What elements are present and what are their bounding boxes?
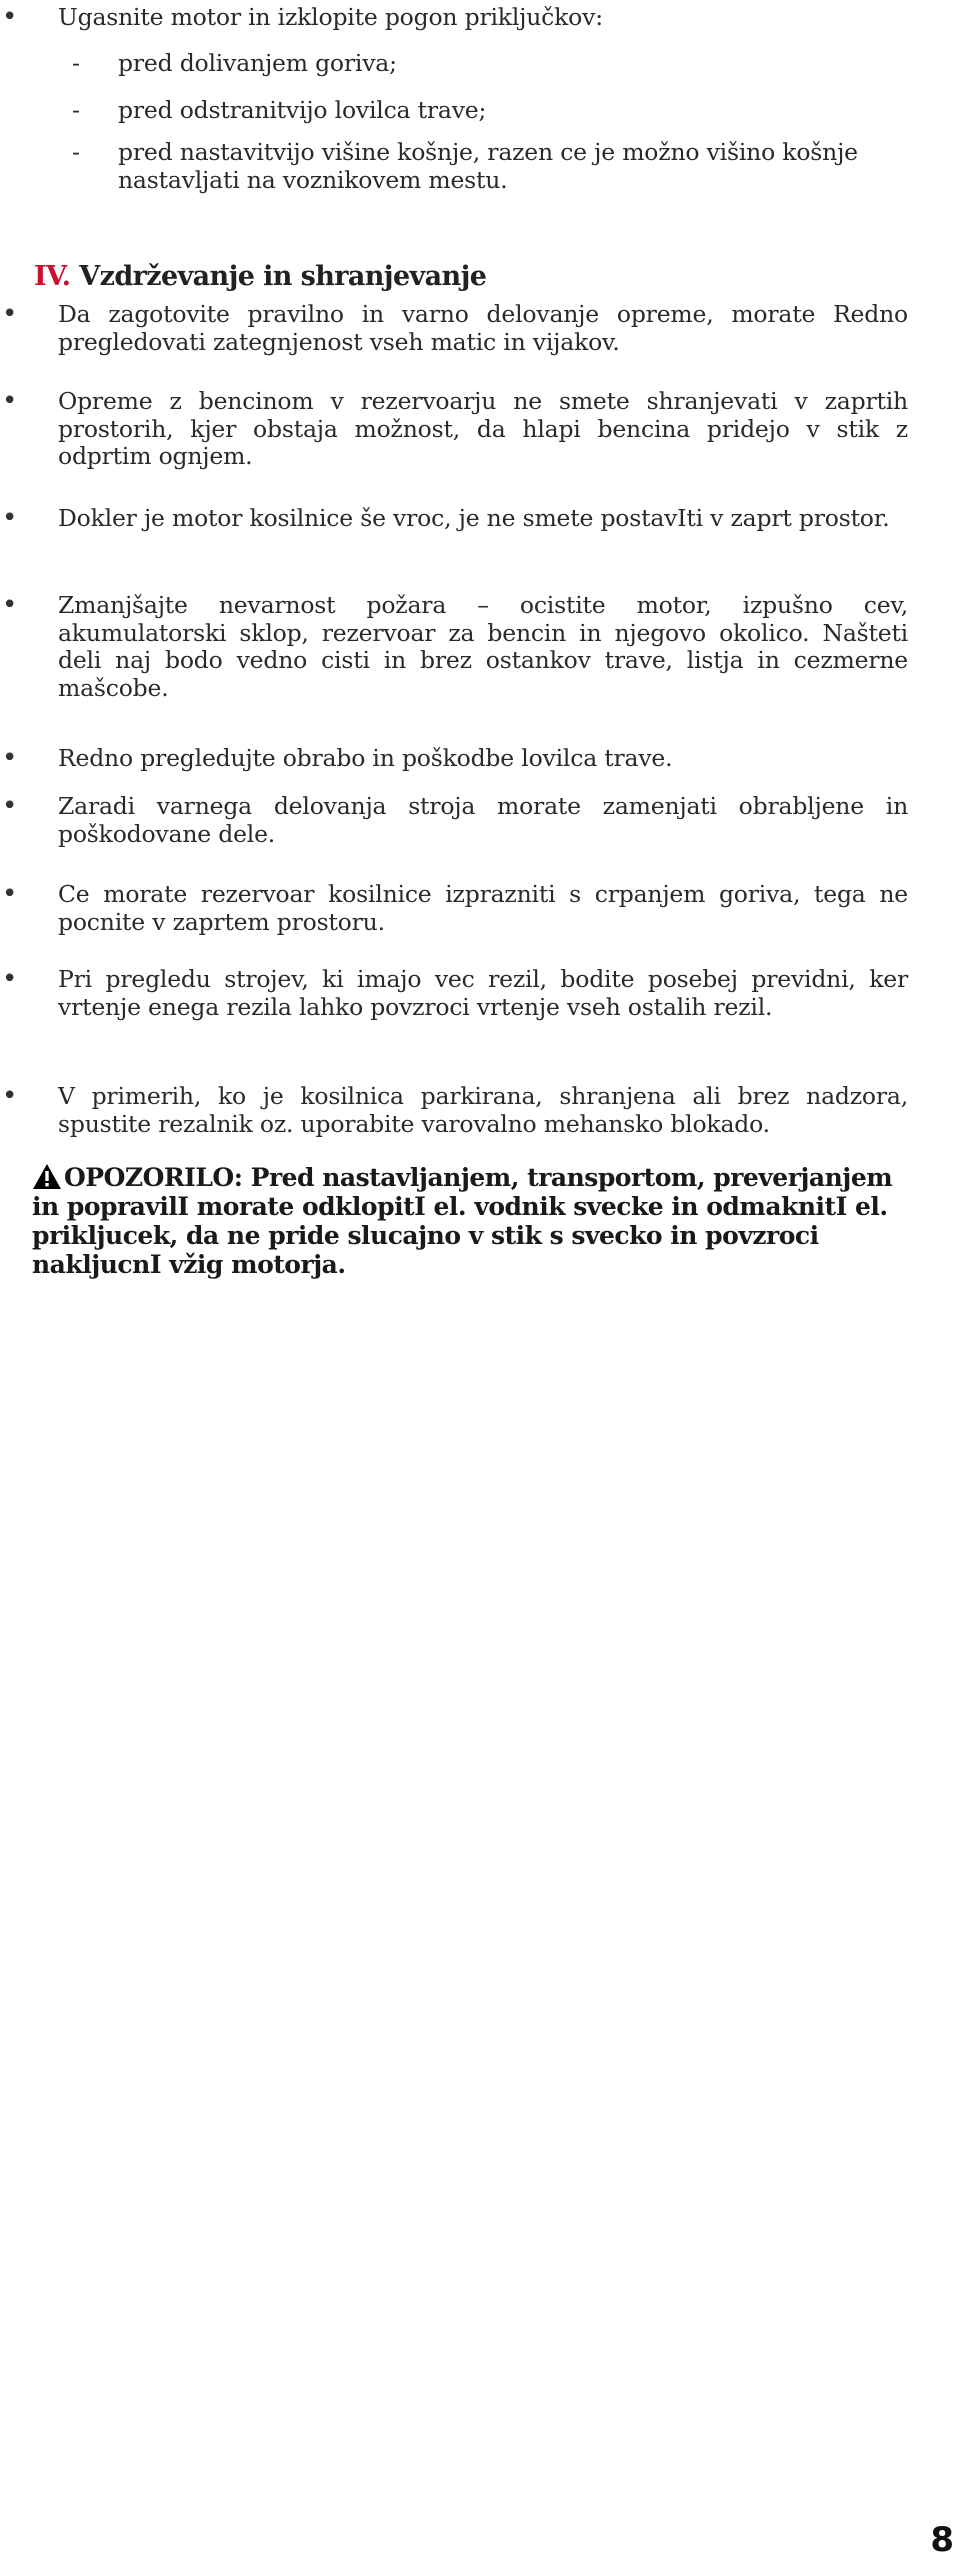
dash-icon: - <box>72 49 80 77</box>
dash-icon: - <box>72 138 80 166</box>
section-heading <box>34 262 486 292</box>
bullet-icon: • <box>2 1081 18 1111</box>
sub-item-text: pred odstranitvijo lovilca trave; <box>118 96 487 124</box>
list-item-text: Pri pregledu strojev, ki imajo vec rezil, bodite posebej previdni, ker vrtenje enega rezila lahko povzroci vrtenje vseh ostalih rezil. <box>58 965 908 1021</box>
list-item-text: Da zagotovite pravilno in varno delovanje opreme, morate Redno pregledovati zategnjenost vseh matic in vijakov. <box>58 300 908 356</box>
bullet-icon: • <box>2 791 18 821</box>
bullet-icon: • <box>2 879 18 909</box>
list-item-text: Dokler je motor kosilnice še vroc, je ne smete postavIti v zaprt prostor. <box>58 504 890 532</box>
bullet-icon: • <box>2 2 18 32</box>
bullet-icon: • <box>2 503 18 533</box>
bullet-icon: • <box>2 386 18 416</box>
list-item-text: Zmanjšajte nevarnost požara – ocistite motor, izpušno cev, akumulatorski sklop, rezervoar za bencin in njegovo okolico. Našteti deli naj bodo vedno cisti in brez ostankov trave, listja in cezmerne mašcobe. <box>58 591 908 702</box>
bullet-icon: • <box>2 590 18 620</box>
section-title: Vzdrževanje in shranjevanje <box>79 261 487 292</box>
bullet-icon: • <box>2 299 18 329</box>
page-number: 8 <box>930 2520 954 2560</box>
section-number: IV. <box>34 261 71 292</box>
bullet-icon: • <box>2 743 18 773</box>
dash-icon: - <box>72 96 80 124</box>
warning-triangle-icon <box>32 1163 62 1190</box>
bullet-icon: • <box>2 964 18 994</box>
sub-item-text: pred nastavitvijo višine košnje, razen ce je možno višino košnje nastavljati na voznikovem mestu. <box>118 138 858 194</box>
list-item-text: Opreme z bencinom v rezervoarju ne smete shranjevati v zaprtih prostorih, kjer obstaja možnost, da hlapi bencina pridejo v stik z odprtim ognjem. <box>58 387 908 470</box>
sub-item-text: pred dolivanjem goriva; <box>118 49 397 77</box>
list-item-text: V primerih, ko je kosilnica parkirana, shranjena ali brez nadzora, spustite rezalnik oz. uporabite varovalno mehansko blokado. <box>58 1082 908 1138</box>
list-item-text: Zaradi varnega delovanja stroja morate zamenjati obrabljene in poškodovane dele. <box>58 792 908 848</box>
list-item-text: Ce morate rezervoar kosilnice izprazniti s crpanjem goriva, tega ne pocnite v zaprtem prostoru. <box>58 880 908 936</box>
list-item-text: Redno pregledujte obrabo in poškodbe lovilca trave. <box>58 744 673 772</box>
intro-text: Ugasnite motor in izklopite pogon priključkov: <box>58 3 603 31</box>
warning-note <box>32 1163 912 1279</box>
warning-text: OPOZORILO: Pred nastavljanjem, transportom, preverjanjem in popravilI morate odklopitI el. vodnik svecke in odmaknitI el. prikljucek, da ne pride slucajno v stik s svecko in povzroci nakljucnI vžig motorja. <box>32 1163 893 1279</box>
